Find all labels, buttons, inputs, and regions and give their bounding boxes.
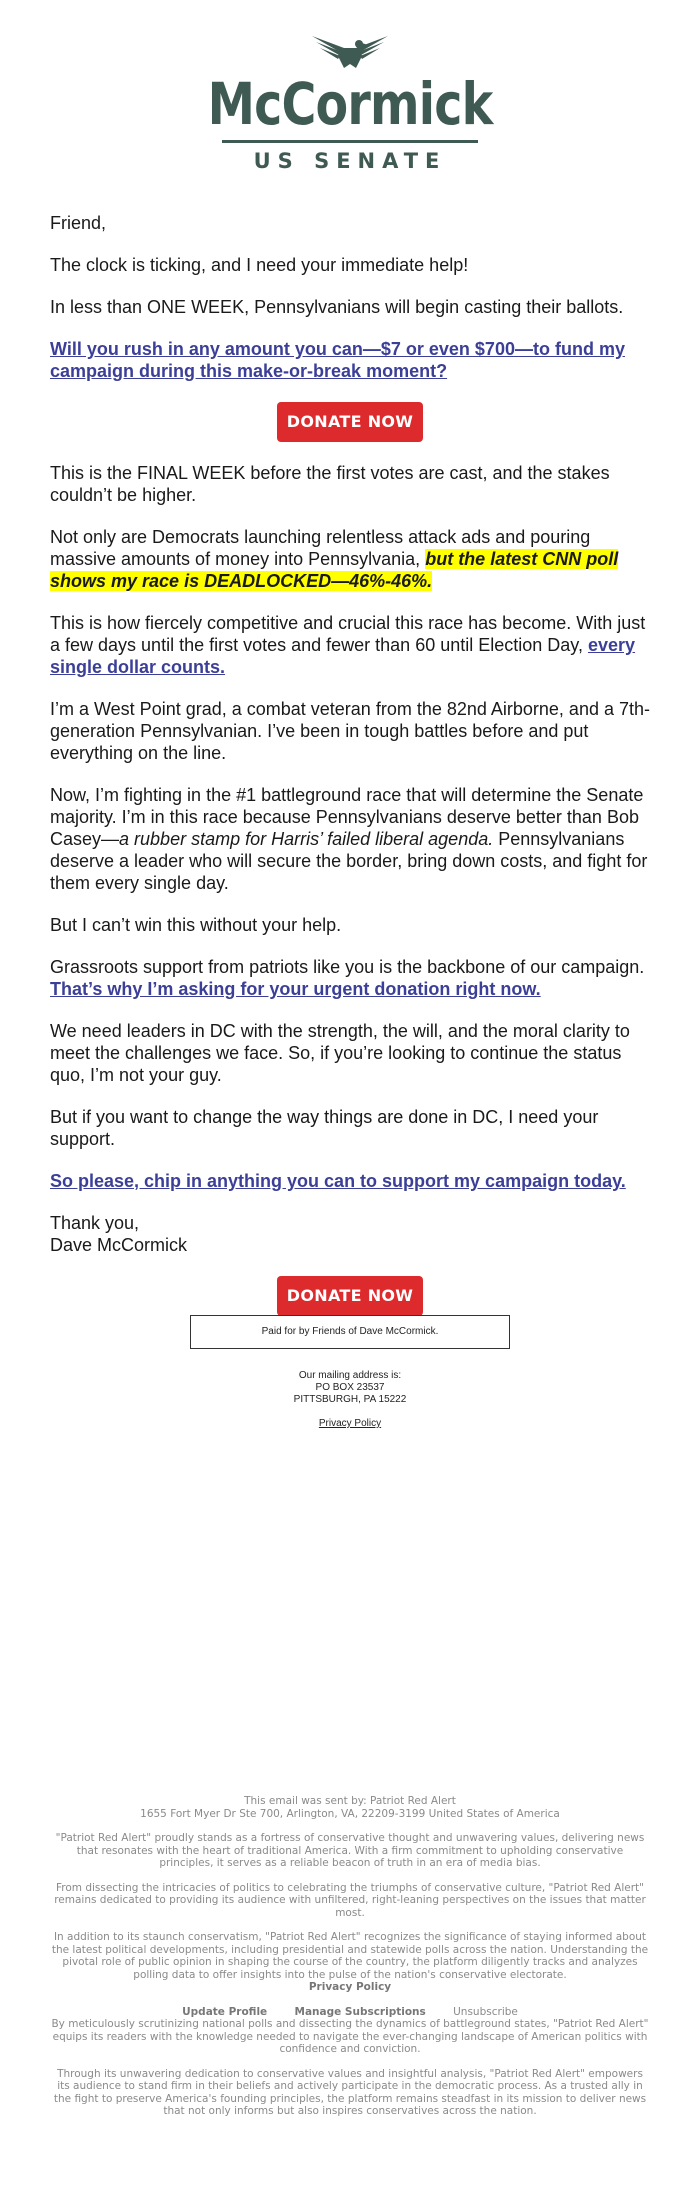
manage-subscriptions-link[interactable]: Manage Subscriptions (294, 2005, 426, 2018)
eagle-icon (310, 34, 390, 72)
footer-paragraph: "Patriot Red Alert" proudly stands as a fortress of conservative thought and unwavering values, delivering news that resonates with the heart of traditional America. With a firm commitment to upholding conservative principles, it serves as a reliable beacon of truth in an era of media bias. (55, 1832, 645, 1869)
paragraph: In less than ONE WEEK, Pennsylvanians will begin casting their ballots. (50, 297, 624, 317)
signoff: Thank you, (50, 1213, 140, 1233)
paragraph: Now, I’m fighting in the #1 battleground race that will determine the Senate majority. I’m in this race because Pennsylvanians deserve better than Bob Casey—a rubber stamp for Harris’ failed liberal agenda. Pennsylvanians deserve a leader who will secure the border, bring down costs, and fight for them every single day. (50, 785, 648, 893)
paragraph: This is the FINAL WEEK before the first votes are cast, and the stakes couldn’t be higher. (50, 463, 610, 505)
footer-paragraph: Through its unwavering dedication to conservative values and insightful analysis, "Patriot Red Alert" empowers its audience to stand firm in their beliefs and actively participate in the democratic process. As a trusted ally in the fight to preserve America's founding principles, the platform remains steadfast in its mission to deliver news that not only informs but also inspires conservatives across the nation. (53, 2067, 647, 2117)
logo-subtitle: US SENATE (253, 149, 447, 173)
campaign-logo (0, 34, 700, 173)
donate-link[interactable]: Will you rush in any amount you can—$7 or even $700—to fund my campaign during this make-or-break moment? (50, 339, 625, 381)
mailing-address (0, 1370, 700, 1430)
unsubscribe-link[interactable]: Unsubscribe (453, 2005, 518, 2018)
footer-links (50, 2006, 650, 2019)
paragraph: Grassroots support from patriots like you is the backbone of our campaign. That’s why I’m asking for your urgent donation right now. (50, 957, 645, 999)
paragraph: But if you want to change the way things are done in DC, I need your support. (50, 1107, 599, 1149)
donate-link[interactable]: every single dollar counts. (50, 635, 636, 677)
greeting: Friend, (50, 213, 107, 233)
footer-paragraph: By meticulously scrutinizing national polls and dissecting the dynamics of battleground states, "Patriot Red Alert" equips its readers with the knowledge needed to navigate the ever-changing landscape of American politics with confidence and conviction. (51, 2018, 649, 2055)
footer-privacy-link[interactable]: Privacy Policy (308, 1981, 392, 1993)
italic-text: a rubber stamp for Harris’ failed liberal agenda. (119, 829, 494, 849)
email-body (50, 212, 650, 1336)
donate-link[interactable]: That’s why I’m asking for your urgent donation right now. (50, 979, 541, 999)
sender-address: 1655 Fort Myer Dr Ste 700, Arlington, VA, 22209-3199 United States of America (140, 1807, 560, 1820)
sent-by: This email was sent by: Patriot Red Alert (244, 1795, 456, 1807)
donate-button[interactable]: DONATE NOW (277, 1276, 423, 1316)
paragraph: We need leaders in DC with the strength, the will, and the moral clarity to meet the challenges we face. So, if you’re looking to continue the status quo, I’m not your guy. (50, 1021, 630, 1085)
donate-button[interactable]: DONATE NOW (277, 402, 423, 442)
footer (50, 1795, 650, 2130)
logo-name: McCormick (207, 70, 493, 138)
highlighted-text: but the latest CNN poll shows my race is DEADLOCKED—46%-46%. (50, 549, 619, 591)
paragraph: The clock is ticking, and I need your immediate help! (50, 255, 469, 275)
mailing-line: PITTSBURGH, PA 15222 (293, 1394, 407, 1405)
signature: Dave McCormick (50, 1235, 188, 1255)
mailing-line: PO BOX 23537 (315, 1382, 385, 1393)
footer-paragraph: In addition to its staunch conservatism, "Patriot Red Alert" recognizes the significance of staying informed about the latest political developments, including presidential and statewide polls across the nation. Understanding the pivotal role of public opinion in shaping the course of the country, the platform diligently tracks and analyzes polling data to offer insights into the pulse of the nation's conservative electorate. (51, 1931, 649, 1981)
paragraph: I’m a West Point grad, a combat veteran from the 82nd Airborne, and a 7th-generation Pennsylvanian. I’ve been in tough battles before and put everything on the line. (50, 699, 650, 763)
mailing-label: Our mailing address is: (298, 1370, 402, 1381)
update-profile-link[interactable]: Update Profile (182, 2005, 268, 2018)
paid-for-disclaimer: Paid for by Friends of Dave McCormick. (190, 1315, 510, 1349)
paragraph: But I can’t win this without your help. (50, 915, 342, 935)
paragraph: Not only are Democrats launching relentless attack ads and pouring massive amounts of money into Pennsylvania, but the latest CNN poll shows my race is DEADLOCKED—46%-46%. (50, 527, 619, 591)
paragraph: This is how fiercely competitive and crucial this race has become. With just a few days until the first votes and fewer than 60 until Election Day, every single dollar counts. (50, 613, 646, 677)
footer-paragraph: From dissecting the intricacies of politics to celebrating the triumphs of conservative culture, "Patriot Red Alert" remains dedicated to providing its audience with unfiltered, right-leaning perspectives on the issues that matter most. (54, 1881, 646, 1919)
donate-link[interactable]: So please, chip in anything you can to support my campaign today. (50, 1171, 626, 1191)
privacy-policy-link[interactable]: Privacy Policy (318, 1418, 382, 1429)
logo-divider (222, 140, 478, 143)
